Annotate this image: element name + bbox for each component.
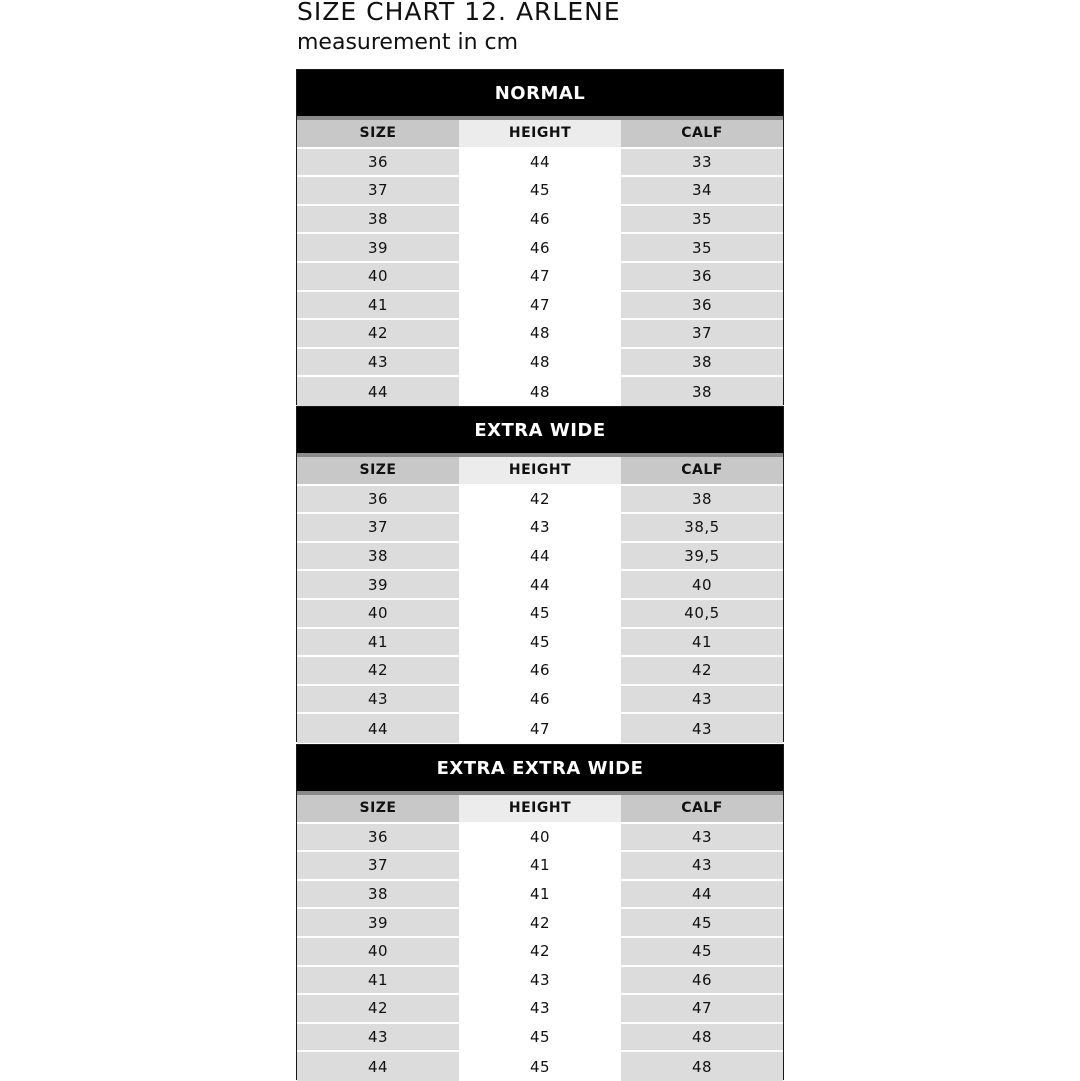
cell-calf: 36	[621, 263, 783, 292]
table-row	[297, 177, 783, 206]
column-header-row	[297, 795, 783, 824]
table-row	[297, 349, 783, 378]
column-header-calf: CALF	[621, 795, 783, 824]
column-header-row	[297, 120, 783, 149]
cell-calf: 36	[621, 292, 783, 321]
cell-size: 43	[297, 1024, 459, 1053]
cell-height: 47	[459, 263, 621, 292]
cell-height: 47	[459, 292, 621, 321]
table-row	[297, 967, 783, 996]
cell-height: 44	[459, 149, 621, 178]
cell-size: 43	[297, 349, 459, 378]
table-row	[297, 909, 783, 938]
table-row	[297, 149, 783, 178]
cell-height: 40	[459, 824, 621, 853]
cell-height: 48	[459, 320, 621, 349]
cell-calf: 44	[621, 881, 783, 910]
cell-size: 36	[297, 149, 459, 178]
cell-calf: 43	[621, 824, 783, 853]
cell-calf: 42	[621, 657, 783, 686]
cell-size: 42	[297, 995, 459, 1024]
column-header-height: HEIGHT	[459, 120, 621, 149]
table-row	[297, 292, 783, 321]
cell-size: 38	[297, 881, 459, 910]
table-row	[297, 377, 783, 406]
column-header-calf: CALF	[621, 457, 783, 486]
table-row	[297, 657, 783, 686]
table-heading: NORMAL	[297, 70, 783, 120]
cell-height: 46	[459, 234, 621, 263]
column-header-size: SIZE	[297, 120, 459, 149]
cell-height: 46	[459, 657, 621, 686]
cell-size: 36	[297, 486, 459, 515]
cell-height: 41	[459, 881, 621, 910]
cell-size: 37	[297, 514, 459, 543]
cell-calf: 45	[621, 909, 783, 938]
cell-calf: 43	[621, 852, 783, 881]
cell-height: 45	[459, 1024, 621, 1053]
cell-height: 42	[459, 486, 621, 515]
cell-height: 46	[459, 206, 621, 235]
table-row	[297, 263, 783, 292]
page-title: SIZE CHART 12. ARLENE	[297, 0, 621, 26]
cell-size: 44	[297, 377, 459, 406]
table-row	[297, 824, 783, 853]
cell-size: 36	[297, 824, 459, 853]
column-header-height: HEIGHT	[459, 457, 621, 486]
table-row	[297, 206, 783, 235]
cell-calf: 43	[621, 686, 783, 715]
table-row	[297, 714, 783, 743]
cell-size: 41	[297, 629, 459, 658]
cell-height: 47	[459, 714, 621, 743]
size-table-extra-wide	[296, 406, 784, 742]
table-row	[297, 629, 783, 658]
cell-height: 44	[459, 543, 621, 572]
page-subtitle: measurement in cm	[297, 30, 519, 55]
table-row	[297, 881, 783, 910]
table-row	[297, 852, 783, 881]
cell-calf: 33	[621, 149, 783, 178]
table-heading: EXTRA EXTRA WIDE	[297, 745, 783, 795]
table-row	[297, 686, 783, 715]
cell-size: 44	[297, 1052, 459, 1081]
cell-size: 40	[297, 600, 459, 629]
column-header-row	[297, 457, 783, 486]
cell-height: 43	[459, 514, 621, 543]
cell-size: 39	[297, 571, 459, 600]
cell-calf: 38	[621, 486, 783, 515]
cell-height: 48	[459, 377, 621, 406]
cell-size: 39	[297, 909, 459, 938]
table-row	[297, 543, 783, 572]
cell-calf: 41	[621, 629, 783, 658]
cell-size: 37	[297, 852, 459, 881]
cell-size: 41	[297, 292, 459, 321]
table-heading: EXTRA WIDE	[297, 407, 783, 457]
size-table-normal	[296, 69, 784, 405]
column-header-height: HEIGHT	[459, 795, 621, 824]
cell-calf: 45	[621, 938, 783, 967]
table-row	[297, 571, 783, 600]
cell-calf: 38	[621, 377, 783, 406]
cell-height: 41	[459, 852, 621, 881]
cell-size: 42	[297, 657, 459, 686]
cell-size: 40	[297, 263, 459, 292]
table-row	[297, 1052, 783, 1081]
cell-calf: 48	[621, 1052, 783, 1081]
column-header-calf: CALF	[621, 120, 783, 149]
cell-calf: 40,5	[621, 600, 783, 629]
cell-height: 46	[459, 686, 621, 715]
cell-calf: 47	[621, 995, 783, 1024]
cell-size: 41	[297, 967, 459, 996]
table-row	[297, 600, 783, 629]
cell-size: 38	[297, 543, 459, 572]
cell-size: 40	[297, 938, 459, 967]
cell-calf: 43	[621, 714, 783, 743]
cell-height: 45	[459, 629, 621, 658]
cell-calf: 48	[621, 1024, 783, 1053]
cell-height: 45	[459, 1052, 621, 1081]
cell-calf: 35	[621, 234, 783, 263]
cell-height: 45	[459, 600, 621, 629]
cell-size: 39	[297, 234, 459, 263]
cell-size: 37	[297, 177, 459, 206]
cell-height: 44	[459, 571, 621, 600]
table-row	[297, 486, 783, 515]
cell-height: 43	[459, 995, 621, 1024]
cell-calf: 38,5	[621, 514, 783, 543]
table-row	[297, 938, 783, 967]
cell-calf: 34	[621, 177, 783, 206]
cell-calf: 38	[621, 349, 783, 378]
table-row	[297, 995, 783, 1024]
table-row	[297, 234, 783, 263]
cell-size: 42	[297, 320, 459, 349]
column-header-size: SIZE	[297, 795, 459, 824]
cell-height: 45	[459, 177, 621, 206]
cell-size: 44	[297, 714, 459, 743]
cell-height: 43	[459, 967, 621, 996]
table-row	[297, 320, 783, 349]
cell-calf: 46	[621, 967, 783, 996]
cell-size: 38	[297, 206, 459, 235]
table-row	[297, 1024, 783, 1053]
cell-calf: 40	[621, 571, 783, 600]
cell-calf: 35	[621, 206, 783, 235]
column-header-size: SIZE	[297, 457, 459, 486]
cell-height: 48	[459, 349, 621, 378]
size-table-extra-extra-wide	[296, 744, 784, 1080]
cell-height: 42	[459, 909, 621, 938]
cell-calf: 39,5	[621, 543, 783, 572]
cell-size: 43	[297, 686, 459, 715]
cell-height: 42	[459, 938, 621, 967]
cell-calf: 37	[621, 320, 783, 349]
table-row	[297, 514, 783, 543]
